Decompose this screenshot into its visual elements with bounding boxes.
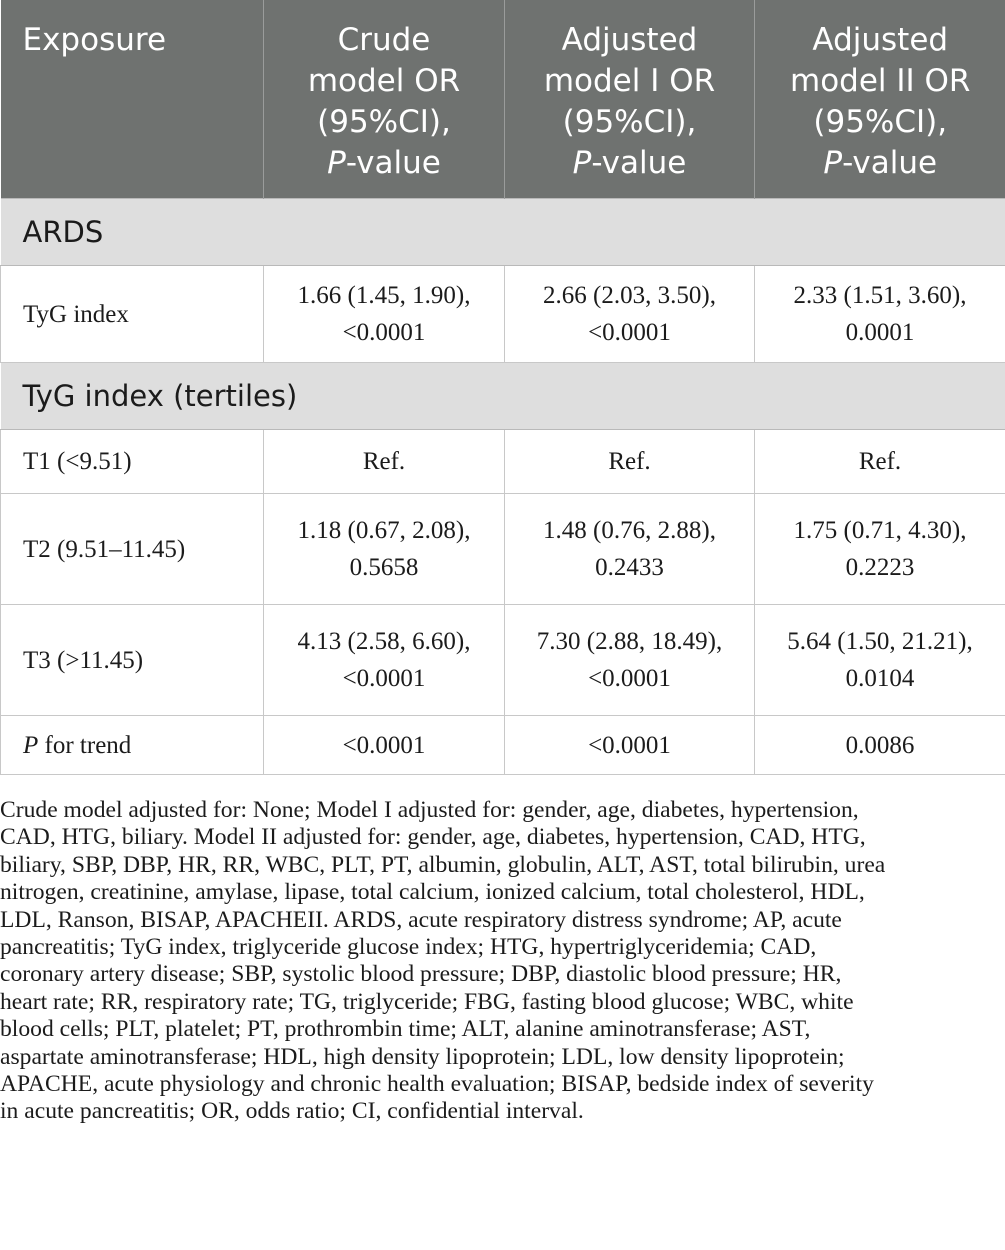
- value-line: 1.18 (0.67, 2.08),: [297, 517, 471, 544]
- value-line: 0.0104: [845, 665, 915, 692]
- value-line: 0.0001: [845, 319, 915, 346]
- header-p-italic: P: [572, 145, 592, 181]
- section-row-ards: [1, 199, 1005, 266]
- table-row: [1, 605, 1005, 716]
- value-line: 1.66 (1.45, 1.90),: [297, 282, 471, 309]
- footnote-line: biliary, SBP, DBP, HR, RR, WBC, PLT, PT, albumin, globulin, ALT, AST, total bilirubin, urea: [0, 851, 886, 878]
- header-line: -value: [345, 145, 441, 181]
- row-label: T3 (>11.45): [1, 605, 264, 716]
- footnote-line: blood cells; PLT, platelet; PT, prothrombin time; ALT, alanine aminotransferase; AST,: [0, 1016, 811, 1043]
- header-line: (95%CI),: [813, 104, 948, 140]
- header-exposure: Exposure: [1, 0, 264, 199]
- value-line: 4.13 (2.58, 6.60),: [297, 628, 471, 655]
- table-row: [1, 266, 1005, 363]
- header-line: model II OR: [790, 63, 971, 99]
- value-line: 2.33 (1.51, 3.60),: [793, 282, 967, 309]
- table-footnote: [0, 797, 1000, 1126]
- value-line: 2.66 (2.03, 3.50),: [543, 282, 716, 309]
- value-line: 0.5658: [349, 554, 419, 581]
- model-ii-value: Ref.: [755, 430, 1005, 494]
- header-p-italic: P: [327, 145, 346, 181]
- header-line: Adjusted: [812, 22, 949, 58]
- footnote-line: pancreatitis; TyG index, triglyceride glucose index; HTG, hypertriglyceridemia; CAD,: [0, 934, 817, 961]
- value-line: 1.48 (0.76, 2.88),: [543, 517, 716, 544]
- table-row: [1, 716, 1005, 775]
- footnote-line: CAD, HTG, biliary. Model II adjusted for: gender, age, diabetes, hypertension, CAD, HTG,: [0, 824, 866, 851]
- header-line: Crude: [337, 22, 431, 58]
- value-line: <0.0001: [588, 319, 671, 346]
- footnote-line: aspartate aminotransferase; HDL, high density lipoprotein; LDL, low density lipoprotein;: [0, 1043, 845, 1070]
- section-title: ARDS: [1, 199, 1005, 266]
- value-line: <0.0001: [588, 665, 671, 692]
- footnote-line: in acute pancreatitis; OR, odds ratio; CI, confidential interval.: [0, 1098, 584, 1125]
- row-label: T1 (<9.51): [1, 430, 264, 494]
- model-i-value: <0.0001: [505, 716, 755, 775]
- header-adjusted-model-ii: [755, 0, 1005, 199]
- header-line: model I OR: [543, 63, 716, 99]
- header-line: (95%CI),: [317, 104, 451, 140]
- value-line: <0.0001: [342, 665, 426, 692]
- model-ii-value: [755, 605, 1005, 716]
- value-line: <0.0001: [342, 319, 426, 346]
- footnote-line: nitrogen, creatinine, amylase, lipase, total calcium, ionized calcium, total cholesterol, HDL,: [0, 879, 865, 906]
- crude-value: <0.0001: [264, 716, 505, 775]
- row-label: TyG index: [1, 266, 264, 363]
- header-crude-model: [264, 0, 505, 199]
- table-header-row: [1, 0, 1005, 199]
- model-ii-value: [755, 494, 1005, 605]
- table-row: [1, 494, 1005, 605]
- section-title: TyG index (tertiles): [1, 363, 1005, 430]
- header-line: Adjusted: [561, 22, 698, 58]
- row-label-p-for-trend: [1, 716, 264, 775]
- table-row: [1, 430, 1005, 494]
- value-line: 5.64 (1.50, 21.21),: [787, 628, 973, 655]
- footnote-line: heart rate; RR, respiratory rate; TG, triglyceride; FBG, fasting blood glucose; WBC, white: [0, 988, 854, 1015]
- footnote-line: LDL, Ranson, BISAP, APACHEII. ARDS, acute respiratory distress syndrome; AP, acute: [0, 906, 842, 933]
- p-italic: P: [23, 731, 39, 759]
- header-line: (95%CI),: [562, 104, 697, 140]
- value-line: 0.2223: [845, 554, 915, 581]
- crude-value: [264, 494, 505, 605]
- row-label: T2 (9.51–11.45): [1, 494, 264, 605]
- header-p-italic: P: [823, 145, 843, 181]
- value-line: 1.75 (0.71, 4.30),: [793, 517, 967, 544]
- model-ii-value: 0.0086: [755, 716, 1005, 775]
- value-line: 0.2433: [595, 554, 664, 581]
- footnote-line: APACHE, acute physiology and chronic health evaluation; BISAP, bedside index of severity: [0, 1071, 874, 1098]
- section-row-tertiles: [1, 363, 1005, 430]
- crude-value: [264, 266, 505, 363]
- model-i-value: [505, 605, 755, 716]
- footnote-line: coronary artery disease; SBP, systolic blood pressure; DBP, diastolic blood pressure; HR,: [0, 961, 842, 988]
- crude-value: [264, 605, 505, 716]
- header-line: -value: [842, 145, 938, 181]
- model-i-value: Ref.: [505, 430, 755, 494]
- header-line: model OR: [307, 63, 461, 99]
- model-i-value: [505, 494, 755, 605]
- header-line: -value: [591, 145, 687, 181]
- crude-value: Ref.: [264, 430, 505, 494]
- footnote-line: Crude model adjusted for: None; Model I adjusted for: gender, age, diabetes, hypertension,: [0, 797, 859, 823]
- row-label: for trend: [38, 731, 132, 759]
- model-i-value: [505, 266, 755, 363]
- value-line: 7.30 (2.88, 18.49),: [536, 628, 723, 655]
- header-adjusted-model-i: [505, 0, 755, 199]
- model-ii-value: [755, 266, 1005, 363]
